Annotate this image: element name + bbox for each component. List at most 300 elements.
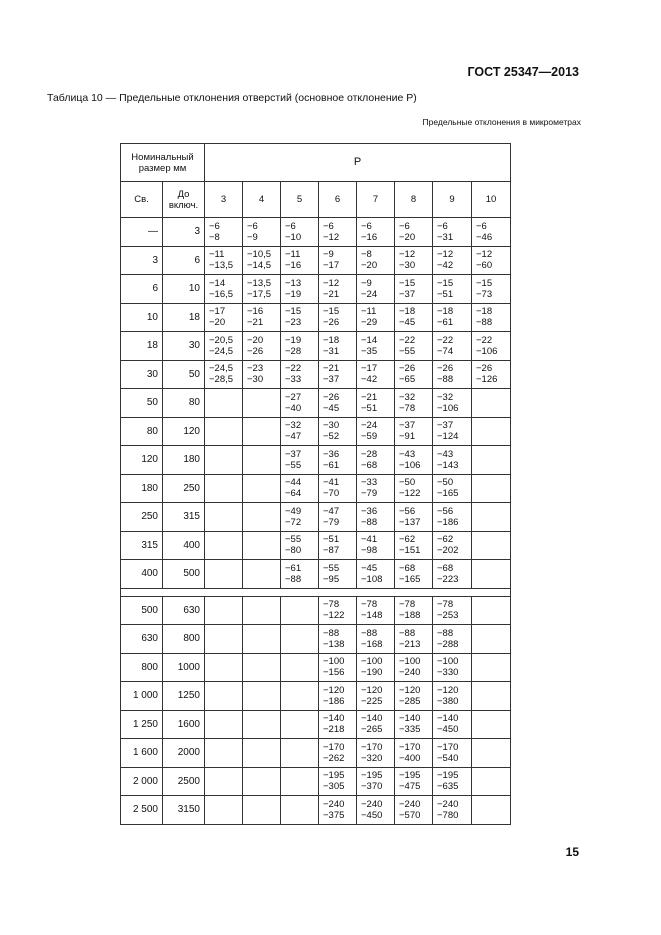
lower-deviation: −12 — [323, 231, 340, 243]
upper-deviation: −15 — [399, 277, 416, 289]
grade-header: 6 — [319, 182, 357, 218]
lower-deviation: −253 — [437, 610, 459, 622]
deviation-cell — [395, 739, 433, 768]
size-to: 180 — [163, 446, 205, 475]
lower-deviation: −20 — [361, 260, 378, 272]
deviation-cell — [357, 417, 395, 446]
upper-deviation: −240 — [323, 798, 345, 810]
deviation-cell — [357, 360, 395, 389]
lower-deviation: −143 — [437, 459, 459, 471]
deviation-cell — [319, 739, 357, 768]
upper-deviation: −6 — [361, 220, 372, 232]
deviation-cell — [357, 332, 395, 361]
upper-deviation: −41 — [361, 534, 378, 546]
deviation-cell — [357, 446, 395, 475]
lower-deviation: −47 — [285, 431, 302, 443]
deviation-cell — [472, 682, 511, 711]
upper-deviation: −36 — [323, 448, 340, 460]
deviation-cell — [395, 417, 433, 446]
grade-header: 7 — [357, 182, 395, 218]
upper-deviation: −26 — [399, 363, 416, 375]
deviation-cell — [281, 389, 319, 418]
deviation-cell — [395, 303, 433, 332]
size-to: 500 — [163, 560, 205, 589]
table-row — [121, 389, 511, 418]
lower-deviation: −51 — [437, 288, 454, 300]
table-row — [121, 303, 511, 332]
size-from: 315 — [121, 531, 163, 560]
deviation-cell — [281, 653, 319, 682]
lower-deviation: −79 — [323, 516, 340, 528]
table-row — [121, 246, 511, 275]
deviation-cell — [433, 417, 472, 446]
deviation-cell — [433, 739, 472, 768]
upper-deviation: −11 — [209, 249, 225, 261]
deviation-cell — [433, 503, 472, 532]
deviation-cell — [319, 682, 357, 711]
deviation-cell — [319, 275, 357, 304]
upper-deviation: −6 — [247, 220, 258, 232]
lower-deviation: −320 — [361, 752, 383, 764]
upper-deviation: −27 — [285, 391, 302, 403]
upper-deviation: −32 — [285, 420, 302, 432]
deviation-cell — [357, 767, 395, 796]
lower-deviation: −61 — [323, 459, 340, 471]
size-from: 6 — [121, 275, 163, 304]
deviation-cell — [205, 246, 243, 275]
deviation-cell — [319, 446, 357, 475]
deviation-cell — [205, 796, 243, 825]
upper-deviation: −68 — [399, 562, 416, 574]
lower-deviation: −35 — [361, 345, 378, 357]
lower-deviation: −240 — [399, 667, 421, 679]
upper-deviation: −19 — [285, 334, 302, 346]
upper-deviation: −100 — [437, 656, 459, 668]
deviation-cell — [433, 710, 472, 739]
deviation-cell — [433, 625, 472, 654]
upper-deviation: −16 — [247, 306, 264, 318]
deviation-cell — [395, 653, 433, 682]
lower-deviation: −148 — [361, 610, 383, 622]
lower-deviation: −188 — [399, 610, 421, 622]
deviation-cell — [319, 767, 357, 796]
upper-deviation: −44 — [285, 477, 302, 489]
standard-number: ГОСТ 25347—2013 — [467, 65, 579, 79]
deviation-cell — [205, 275, 243, 304]
deviation-cell — [357, 503, 395, 532]
lower-deviation: −23 — [285, 317, 302, 329]
upper-deviation: −56 — [399, 505, 416, 517]
deviation-cell — [281, 503, 319, 532]
deviation-cell — [472, 275, 511, 304]
upper-deviation: −33 — [361, 477, 378, 489]
deviation-cell — [319, 417, 357, 446]
deviation-cell — [472, 710, 511, 739]
lower-deviation: −87 — [323, 545, 340, 557]
deviation-cell — [357, 710, 395, 739]
deviation-cell — [281, 739, 319, 768]
upper-deviation: −100 — [361, 656, 383, 668]
lower-deviation: −225 — [361, 695, 383, 707]
upper-deviation: −170 — [437, 741, 459, 753]
deviation-cell — [319, 596, 357, 625]
upper-deviation: −88 — [437, 627, 454, 639]
upper-deviation: −100 — [323, 656, 345, 668]
lower-deviation: −223 — [437, 573, 459, 585]
deviation-cell — [319, 474, 357, 503]
lower-deviation: −55 — [399, 345, 416, 357]
upper-deviation: −45 — [361, 562, 378, 574]
deviation-cell — [472, 332, 511, 361]
deviation-cell — [243, 360, 281, 389]
upper-deviation: −28 — [361, 448, 378, 460]
deviation-cell — [243, 767, 281, 796]
deviation-cell — [205, 710, 243, 739]
lower-deviation: −190 — [361, 667, 383, 679]
lower-deviation: −79 — [361, 488, 378, 500]
upper-deviation: −240 — [399, 798, 421, 810]
table-row — [121, 560, 511, 589]
deviation-cell — [281, 767, 319, 796]
deviation-cell — [281, 796, 319, 825]
deviation-cell — [205, 218, 243, 247]
deviation-cell — [243, 531, 281, 560]
deviation-cell — [357, 474, 395, 503]
upper-deviation: −15 — [285, 306, 302, 318]
table-row — [121, 739, 511, 768]
upper-deviation: −12 — [437, 249, 454, 261]
deviation-cell — [205, 389, 243, 418]
to-header: До включ. — [163, 182, 205, 218]
lower-deviation: −106 — [476, 345, 498, 357]
deviation-cell — [472, 360, 511, 389]
deviation-cell — [433, 246, 472, 275]
deviation-cell — [205, 531, 243, 560]
table-body — [121, 218, 511, 825]
upper-deviation: −15 — [476, 277, 493, 289]
lower-deviation: −37 — [399, 288, 416, 300]
lower-deviation: −540 — [437, 752, 459, 764]
table-caption: Таблица 10 — Предельные отклонения отверстий (основное отклонение Р) — [47, 92, 417, 104]
deviation-cell — [281, 246, 319, 275]
lower-deviation: −106 — [437, 402, 459, 414]
deviation-cell — [243, 275, 281, 304]
lower-deviation: −262 — [323, 752, 345, 764]
upper-deviation: −17 — [209, 306, 226, 318]
deviation-cell — [395, 560, 433, 589]
upper-deviation: −30 — [323, 420, 340, 432]
deviation-cell — [472, 531, 511, 560]
size-from: 500 — [121, 596, 163, 625]
lower-deviation: −450 — [437, 724, 459, 736]
upper-deviation: −120 — [437, 684, 459, 696]
deviation-cell — [281, 625, 319, 654]
deviation-cell — [281, 275, 319, 304]
size-from: 180 — [121, 474, 163, 503]
size-to: 3150 — [163, 796, 205, 825]
deviation-cell — [205, 503, 243, 532]
upper-deviation: −88 — [323, 627, 340, 639]
size-to: 1600 — [163, 710, 205, 739]
lower-deviation: −137 — [399, 516, 421, 528]
lower-deviation: −16 — [361, 231, 378, 243]
upper-deviation: −24,5 — [209, 363, 234, 375]
upper-deviation: −68 — [437, 562, 454, 574]
lower-deviation: −42 — [361, 374, 378, 386]
upper-deviation: −15 — [323, 306, 340, 318]
upper-deviation: −14 — [209, 277, 226, 289]
lower-deviation: −21 — [323, 288, 340, 300]
upper-deviation: −195 — [323, 770, 345, 782]
deviation-cell — [281, 682, 319, 711]
upper-deviation: −140 — [399, 713, 421, 725]
deviation-cell — [472, 389, 511, 418]
lower-deviation: −64 — [285, 488, 302, 500]
deviation-cell — [205, 332, 243, 361]
grade-header: 5 — [281, 182, 319, 218]
lower-deviation: −88 — [361, 516, 378, 528]
deviation-cell — [205, 596, 243, 625]
lower-deviation: −91 — [399, 431, 416, 443]
lower-deviation: −8 — [209, 231, 220, 243]
lower-deviation: −28 — [285, 345, 302, 357]
upper-deviation: −140 — [437, 713, 459, 725]
deviation-cell — [281, 332, 319, 361]
upper-deviation: −43 — [437, 448, 454, 460]
lower-deviation: −88 — [285, 573, 302, 585]
deviation-cell — [319, 218, 357, 247]
upper-deviation: −6 — [437, 220, 448, 232]
upper-deviation: −37 — [399, 420, 416, 432]
lower-deviation: −126 — [476, 374, 498, 386]
lower-deviation: −213 — [399, 638, 421, 650]
upper-deviation: −170 — [399, 741, 421, 753]
deviation-cell — [357, 653, 395, 682]
deviation-cell — [472, 796, 511, 825]
upper-deviation: −88 — [399, 627, 416, 639]
table-row — [121, 275, 511, 304]
deviation-cell — [243, 417, 281, 446]
lower-deviation: −40 — [285, 402, 302, 414]
upper-deviation: −22 — [476, 334, 493, 346]
from-header: Св. — [121, 182, 163, 218]
deviation-cell — [243, 560, 281, 589]
deviation-cell — [243, 303, 281, 332]
upper-deviation: −26 — [437, 363, 454, 375]
deviation-cell — [243, 625, 281, 654]
lower-deviation: −780 — [437, 809, 459, 821]
deviation-cell — [319, 503, 357, 532]
upper-deviation: −12 — [476, 249, 493, 261]
deviation-cell — [243, 218, 281, 247]
deviation-cell — [205, 446, 243, 475]
table-row — [121, 474, 511, 503]
upper-deviation: −13,5 — [247, 277, 272, 289]
deviation-cell — [357, 246, 395, 275]
size-from: 250 — [121, 503, 163, 532]
upper-deviation: −15 — [437, 277, 454, 289]
deviation-cell — [281, 417, 319, 446]
lower-deviation: −124 — [437, 431, 459, 443]
upper-deviation: −120 — [361, 684, 383, 696]
deviation-cell — [433, 682, 472, 711]
table-row — [121, 417, 511, 446]
lower-deviation: −45 — [399, 317, 416, 329]
size-to: 80 — [163, 389, 205, 418]
deviation-cell — [433, 596, 472, 625]
size-to: 400 — [163, 531, 205, 560]
lower-deviation: −400 — [399, 752, 421, 764]
deviation-cell — [433, 389, 472, 418]
size-from: 2 000 — [121, 767, 163, 796]
deviation-cell — [357, 560, 395, 589]
deviation-cell — [205, 303, 243, 332]
upper-deviation: −18 — [476, 306, 493, 318]
size-to: 630 — [163, 596, 205, 625]
deviation-cell — [243, 246, 281, 275]
upper-deviation: −13 — [285, 277, 302, 289]
lower-deviation: −106 — [399, 459, 421, 471]
nominal-size-header: Номинальный размер мм — [121, 144, 205, 182]
upper-deviation: −120 — [399, 684, 421, 696]
size-from: 2 500 — [121, 796, 163, 825]
deviation-cell — [319, 531, 357, 560]
lower-deviation: −122 — [323, 610, 345, 622]
upper-deviation: −62 — [399, 534, 416, 546]
size-from: 30 — [121, 360, 163, 389]
size-to: 2000 — [163, 739, 205, 768]
upper-deviation: −78 — [437, 599, 454, 611]
units-note: Предельные отклонения в микрометрах — [422, 117, 581, 127]
table-row — [121, 446, 511, 475]
deviation-cell — [319, 246, 357, 275]
table-row — [121, 653, 511, 682]
upper-deviation: −24 — [361, 420, 378, 432]
upper-deviation: −78 — [361, 599, 378, 611]
deviation-cell — [472, 767, 511, 796]
lower-deviation: −138 — [323, 638, 345, 650]
deviation-cell — [395, 474, 433, 503]
size-from: 1 000 — [121, 682, 163, 711]
upper-deviation: −10,5 — [247, 249, 272, 261]
upper-deviation: −100 — [399, 656, 421, 668]
table-row — [121, 218, 511, 247]
lower-deviation: −37 — [323, 374, 340, 386]
deviation-cell — [357, 596, 395, 625]
lower-deviation: −95 — [323, 573, 340, 585]
upper-deviation: −21 — [323, 363, 340, 375]
deviation-cell — [433, 275, 472, 304]
upper-deviation: −12 — [399, 249, 416, 261]
lower-deviation: −73 — [476, 288, 493, 300]
size-from: 1 250 — [121, 710, 163, 739]
deviation-cell — [395, 275, 433, 304]
deviation-cell — [472, 446, 511, 475]
table-row — [121, 531, 511, 560]
lower-deviation: −70 — [323, 488, 340, 500]
deviation-cell — [205, 739, 243, 768]
upper-deviation: −49 — [285, 505, 302, 517]
upper-deviation: −47 — [323, 505, 340, 517]
lower-deviation: −218 — [323, 724, 345, 736]
deviation-cell — [395, 332, 433, 361]
deviation-cell — [433, 796, 472, 825]
size-from: 800 — [121, 653, 163, 682]
upper-deviation: −37 — [437, 420, 454, 432]
size-to: 10 — [163, 275, 205, 304]
deviation-cell — [243, 796, 281, 825]
lower-deviation: −42 — [437, 260, 454, 272]
lower-deviation: −60 — [476, 260, 493, 272]
upper-deviation: −22 — [399, 334, 416, 346]
lower-deviation: −168 — [361, 638, 383, 650]
upper-deviation: −20 — [247, 334, 264, 346]
deviation-cell — [281, 360, 319, 389]
deviation-cell — [243, 653, 281, 682]
upper-deviation: −21 — [361, 391, 378, 403]
deviation-cell — [319, 560, 357, 589]
lower-deviation: −72 — [285, 516, 302, 528]
deviation-cell — [243, 446, 281, 475]
deviation-cell — [281, 596, 319, 625]
upper-deviation: −8 — [361, 249, 372, 261]
upper-deviation: −195 — [361, 770, 383, 782]
lower-deviation: −28,5 — [209, 374, 234, 386]
deviation-cell — [472, 474, 511, 503]
upper-deviation: −140 — [361, 713, 383, 725]
deviation-cell — [433, 218, 472, 247]
deviation-cell — [357, 389, 395, 418]
table-row — [121, 625, 511, 654]
deviation-cell — [357, 218, 395, 247]
deviation-cell — [205, 560, 243, 589]
deviation-cell — [205, 417, 243, 446]
upper-deviation: −11 — [285, 249, 301, 261]
deviation-cell — [357, 682, 395, 711]
size-from: 80 — [121, 417, 163, 446]
upper-deviation: −120 — [323, 684, 345, 696]
deviation-cell — [319, 303, 357, 332]
deviation-cell — [433, 767, 472, 796]
lower-deviation: −165 — [437, 488, 459, 500]
deviation-cell — [395, 389, 433, 418]
deviation-cell — [281, 446, 319, 475]
deviation-cell — [357, 739, 395, 768]
size-to: 250 — [163, 474, 205, 503]
deviation-cell — [433, 303, 472, 332]
table-row — [121, 503, 511, 532]
page-number: 15 — [565, 845, 579, 859]
lower-deviation: −635 — [437, 781, 459, 793]
deviation-cell — [472, 218, 511, 247]
lower-deviation: −186 — [323, 695, 345, 707]
deviation-cell — [281, 303, 319, 332]
upper-deviation: −240 — [437, 798, 459, 810]
table-row — [121, 710, 511, 739]
upper-deviation: −17 — [361, 363, 378, 375]
lower-deviation: −88 — [476, 317, 493, 329]
deviation-cell — [205, 653, 243, 682]
size-to: 2500 — [163, 767, 205, 796]
upper-deviation: −26 — [323, 391, 340, 403]
upper-deviation: −62 — [437, 534, 454, 546]
size-to: 800 — [163, 625, 205, 654]
upper-deviation: −61 — [285, 562, 302, 574]
lower-deviation: −20 — [399, 231, 416, 243]
lower-deviation: −24 — [361, 288, 378, 300]
deviation-cell — [319, 796, 357, 825]
deviation-cell — [243, 739, 281, 768]
